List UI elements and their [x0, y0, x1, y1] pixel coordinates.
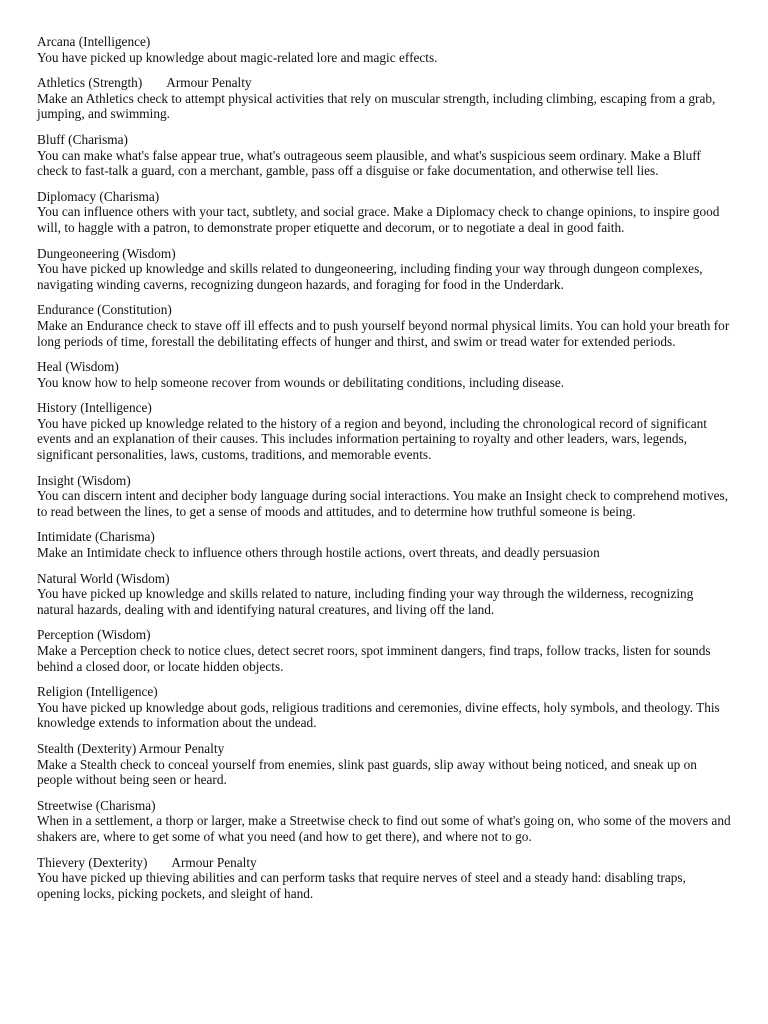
skill-heading: [37, 302, 732, 318]
skill-entry-history: [37, 400, 732, 462]
skill-heading: [37, 855, 732, 871]
skill-name: History (Intelligence): [37, 400, 152, 416]
skill-description: You have picked up knowledge related to the history of a region and beyond, including the chronological record of significant events and an explanation of their causes. This includes information pertaining to royalty and other leaders, wars, legends, significant personalities, laws, customs, traditions, and memorable events.: [37, 415, 707, 463]
skill-heading: [37, 627, 732, 643]
skill-entry-endurance: [37, 302, 732, 349]
skill-description: Make a Perception check to notice clues, detect secret roors, spot imminent dangers, find traps, follow tracks, listen for sounds behind a closed door, or locate hidden objects.: [37, 643, 711, 674]
skill-name: Endurance (Constitution): [37, 302, 172, 318]
skill-heading: [37, 132, 732, 148]
skill-entry-diplomacy: [37, 189, 732, 236]
skill-name: Athletics (Strength): [37, 75, 143, 91]
skill-name: Thievery (Dexterity): [37, 854, 148, 870]
skill-description: You can make what's false appear true, what's outrageous seem plausible, and what's suspicious seem ordinary. Make a Bluff check to fast-talk a guard, con a merchant, gamble, pass off a disguise or fake documentation, and otherwise tell lies.: [37, 147, 701, 179]
skill-entry-religion: [37, 684, 732, 731]
skill-description: You know how to help someone recover from wounds or debilitating conditions, including disease.: [37, 374, 565, 390]
skill-name: Bluff (Charisma): [37, 131, 128, 147]
skill-name: Streetwise (Charisma): [37, 797, 156, 813]
skill-heading: [37, 473, 732, 489]
skill-entry-athletics: [37, 75, 732, 122]
skill-name: Dungeoneering (Wisdom): [37, 245, 176, 261]
skill-entry-dungeoneering: [37, 246, 732, 293]
skill-name: Insight (Wisdom): [37, 472, 131, 488]
skill-entry-bluff: [37, 132, 732, 179]
skill-entry-streetwise: [37, 798, 732, 845]
skill-heading: [37, 529, 732, 545]
skill-heading: [37, 798, 732, 814]
skill-description: You have picked up thieving abilities and can perform tasks that require nerves of steel and a steady hand: disabling traps, opening locks, picking pockets, and sleight of hand.: [37, 870, 686, 901]
skill-heading: [37, 684, 732, 700]
skill-heading: [37, 75, 732, 91]
skill-name: Arcana (Intelligence): [37, 34, 151, 49]
skill-name: Perception (Wisdom): [37, 627, 151, 643]
skill-heading: [37, 359, 732, 375]
skill-heading: [37, 571, 732, 587]
skill-description: When in a settlement, a thorp or larger, make a Streetwise check to find out some of what's going on, who some of the movers and shakers are, where to get some of what you need (and how to get there), and where not to go.: [37, 813, 731, 844]
skill-description: Make an Endurance check to stave off ill effects and to push yourself beyond normal physical limits. You can hold your breath for long periods of time, forestall the debilitating effects of hunger and thirst, and swim or tread water for extended periods.: [37, 317, 730, 349]
skill-entry-stealth: [37, 741, 732, 788]
skill-entry-arcana: [37, 34, 732, 65]
skill-name: Natural World (Wisdom): [37, 570, 170, 586]
skill-description: You have picked up knowledge and skills related to nature, including finding your way through the wilderness, recognizing natural hazards, dealing with and identifying natural creatures, and living off the land.: [37, 586, 694, 617]
skill-description: Make a Stealth check to conceal yourself from enemies, slink past guards, slip away without being noticed, and sneak up on people without being seen or heard.: [37, 756, 697, 788]
skill-description: You can discern intent and decipher body language during social interactions. You make an Insight check to comprehend motives, to read between the lines, to get a sense of moods and attitudes, and to determine how truthful someone is being.: [37, 488, 729, 519]
skill-name: Diplomacy (Charisma): [37, 188, 160, 204]
skill-description: You have picked up knowledge about gods, religious traditions and ceremonies, divine effects, holy symbols, and theology. This knowledge extends to information about the undead.: [37, 699, 720, 731]
skill-heading: [37, 741, 732, 757]
skill-name: Intimidate (Charisma): [37, 529, 155, 545]
skill-heading: [37, 189, 732, 205]
skill-description: Make an Intimidate check to influence others through hostile actions, overt threats, and deadly persuasion: [37, 545, 600, 561]
skill-name: Heal (Wisdom): [37, 359, 119, 375]
skill-description: You have picked up knowledge and skills related to dungeoneering, including finding your way through dungeon complexes, navigating winding caverns, recognizing dungeon hazards, and foraging for food in the Underdark.: [37, 261, 703, 292]
skill-description: You have picked up knowledge about magic-related lore and magic effects.: [37, 49, 438, 65]
armour-penalty-label: Armour Penalty: [166, 75, 252, 91]
skill-description: Make an Athletics check to attempt physical activities that rely on muscular strength, including climbing, escaping from a grab, jumping, and swimming.: [37, 90, 716, 122]
skill-description: You can influence others with your tact, subtlety, and social grace. Make a Diplomacy check to change opinions, to inspire good will, to haggle with a patron, to demonstrate proper etiquette and decorum, or to negotiate a deal in good faith.: [37, 204, 720, 235]
skill-heading: [37, 400, 732, 416]
skill-heading: [37, 34, 732, 50]
skill-entry-natural-world: [37, 571, 732, 618]
skill-entry-thievery: [37, 855, 732, 902]
skill-heading: [37, 246, 732, 262]
skill-name: Stealth (Dexterity) Armour Penalty: [37, 740, 225, 756]
skill-entry-insight: [37, 473, 732, 520]
skill-entry-intimidate: [37, 529, 732, 560]
skill-name: Religion (Intelligence): [37, 684, 158, 700]
skill-entry-perception: [37, 627, 732, 674]
armour-penalty-label: Armour Penalty: [171, 854, 257, 870]
skill-entry-heal: [37, 359, 732, 390]
